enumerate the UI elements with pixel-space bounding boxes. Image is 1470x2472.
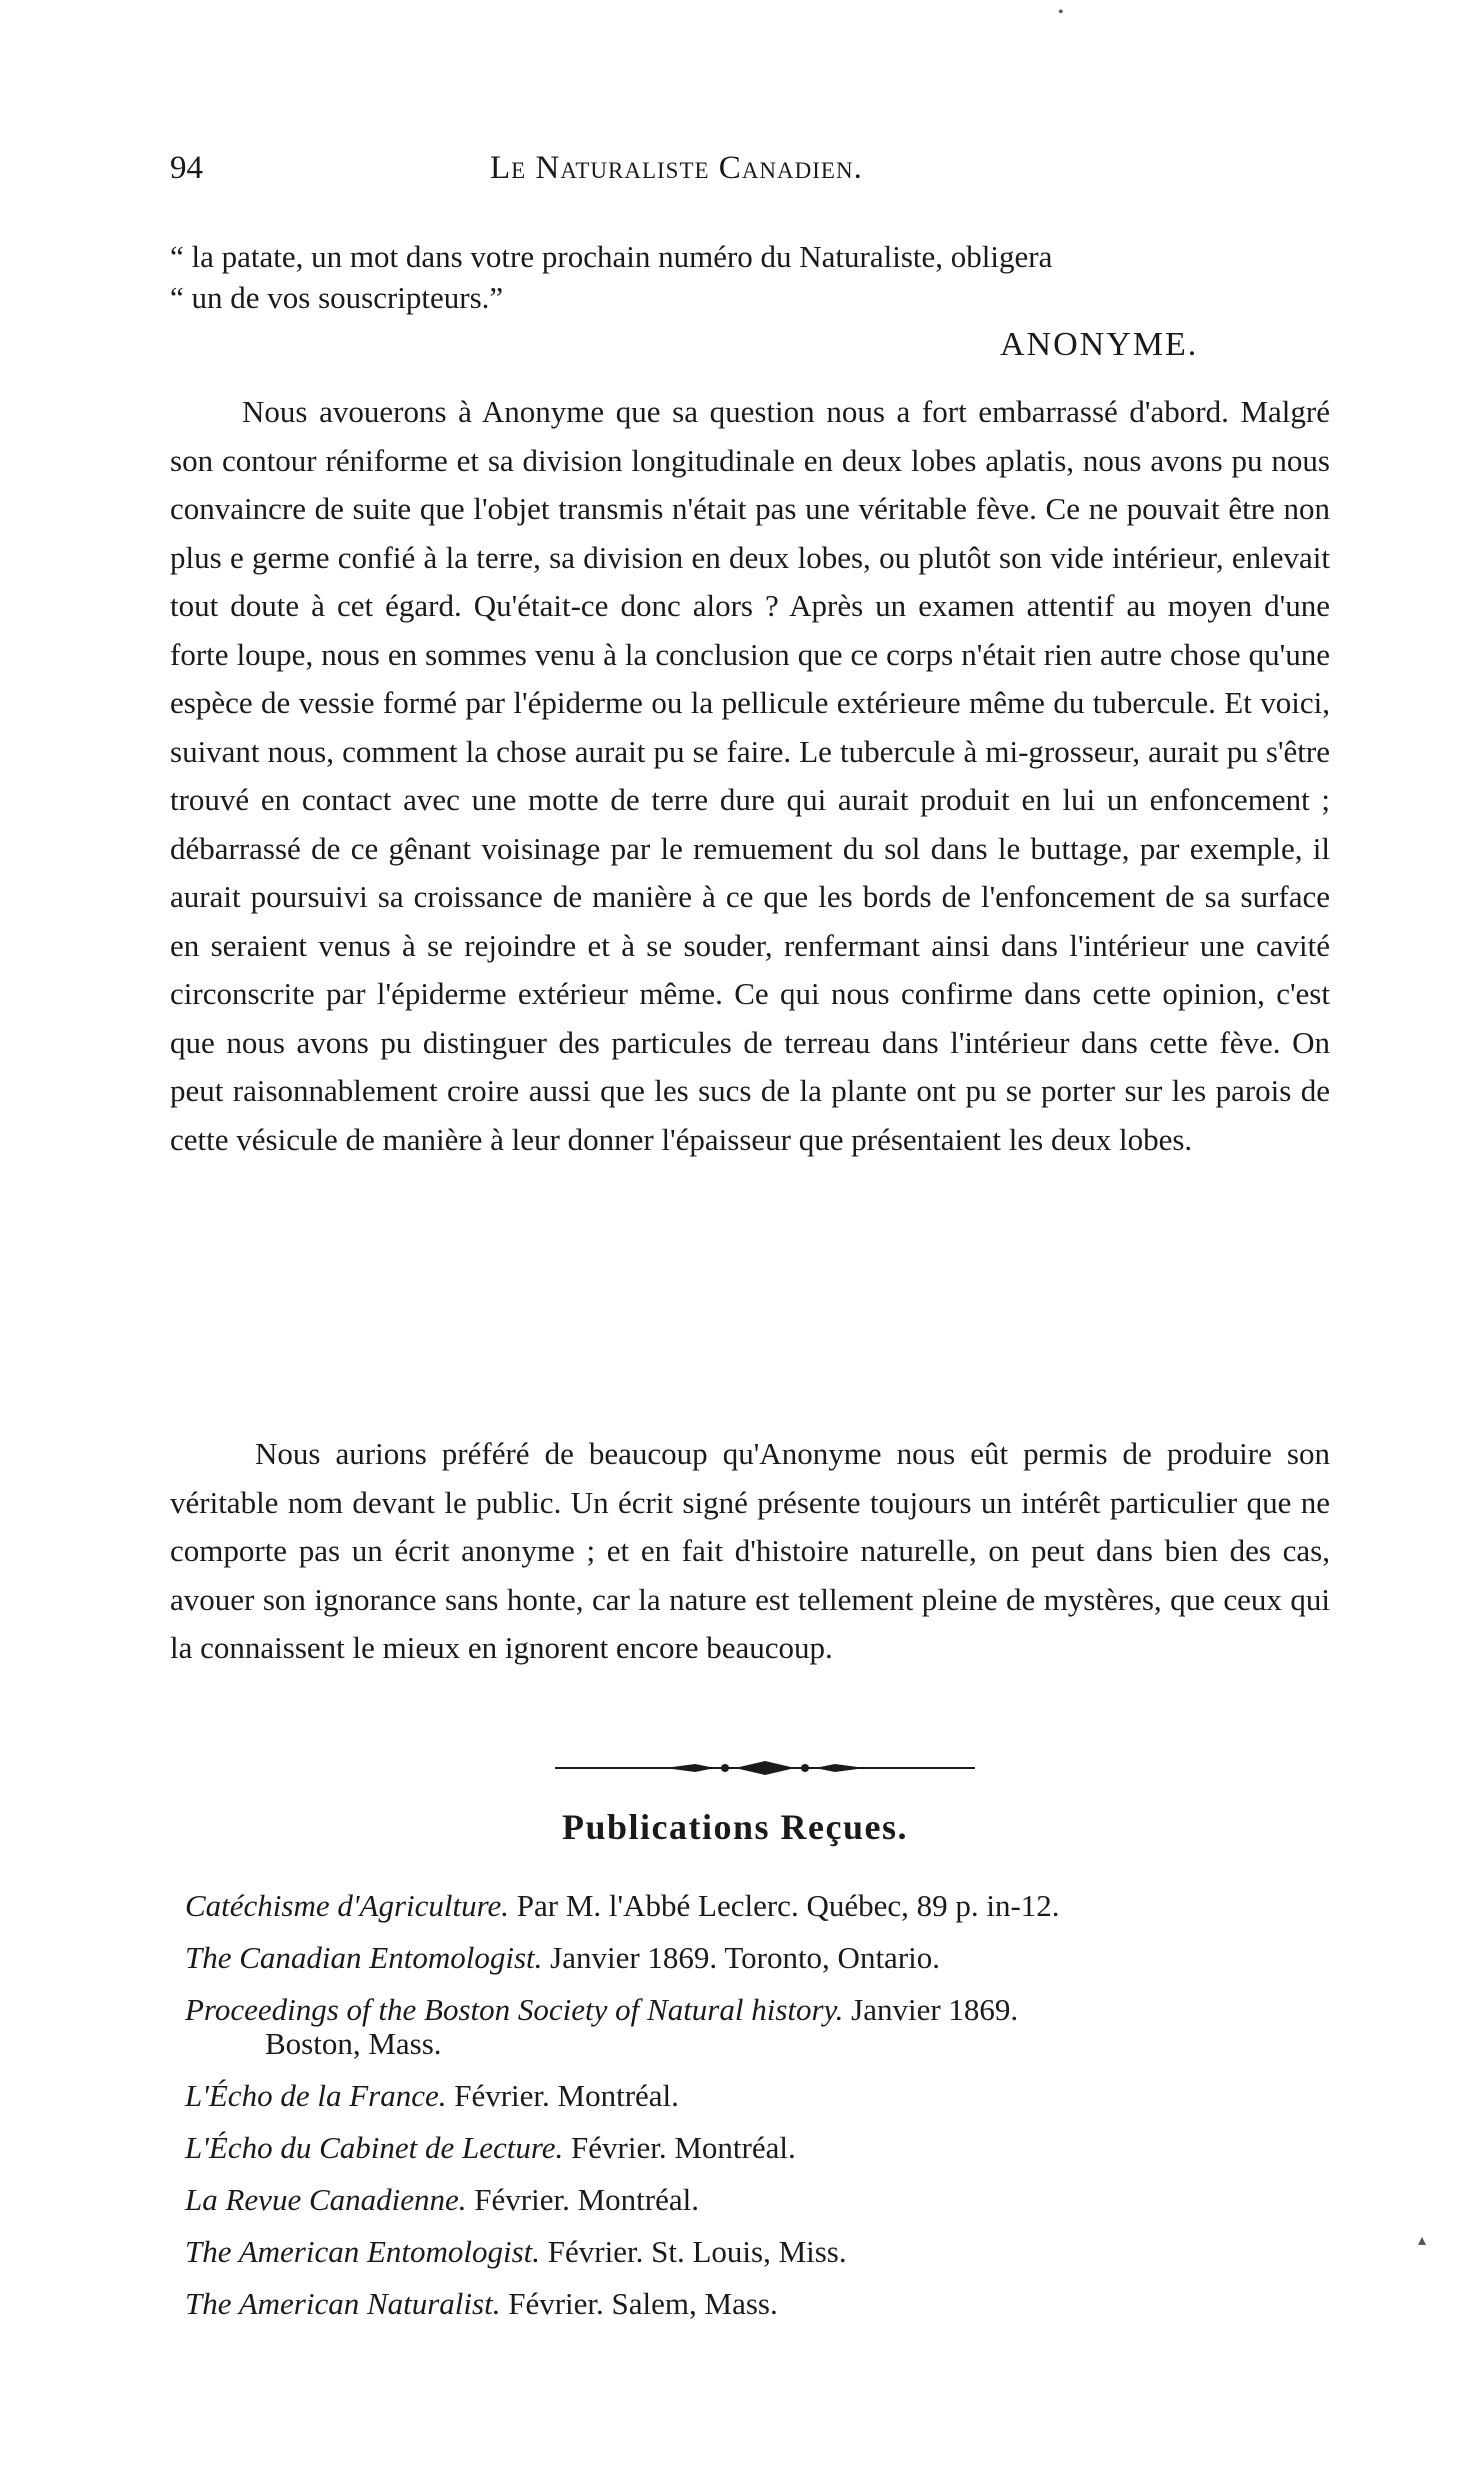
- publication-continuation: Boston, Mass.: [265, 2026, 442, 2061]
- publication-title: The American Naturalist.: [185, 2286, 501, 2321]
- running-title: Le Naturaliste Canadien.: [490, 150, 863, 186]
- ornamental-separator: [555, 1758, 975, 1778]
- publication-title: Proceedings of the Boston Society of Natural history.: [185, 1992, 844, 2027]
- publication-details: Février. Montréal.: [571, 2130, 796, 2165]
- publication-title: The Canadian Entomologist.: [185, 1940, 543, 1975]
- scan-mark: •: [1058, 4, 1064, 21]
- publication-title: Catéchisme d'Agriculture.: [185, 1888, 510, 1923]
- letter-signature: ANONYME.: [1000, 326, 1199, 363]
- publication-title: La Revue Canadienne.: [185, 2182, 467, 2217]
- publication-entry: [185, 2278, 1345, 2330]
- paragraph-remark: Nous aurions préféré de beaucoup qu'Anonyme nous eût permis de produire son véritable nom devant le public. Un écrit signé présente toujours un intérêt particulier que ne comporte pas un écrit anonyme ; et en fait d'histoire naturelle, on peut dans bien des cas, avouer son ignorance sans honte, car la nature est tellement pleine de mystères, que ceux qui la connaissent le mieux en ignorent encore beaucoup.: [170, 1436, 1330, 1665]
- publication-title: The American Entomologist.: [185, 2234, 541, 2269]
- page-number: 94: [170, 150, 203, 186]
- letter-line: “ un de vos souscripteurs.”: [170, 280, 504, 315]
- publications-list: [185, 1880, 1345, 2330]
- letter-line: “ la patate, un mot dans votre prochain numéro du Naturaliste, obligera: [170, 239, 1053, 274]
- section-title: Publications Reçues.: [561, 1807, 908, 1847]
- publication-details: Février. Salem, Mass.: [508, 2286, 778, 2321]
- publication-entry: [185, 1932, 1345, 1984]
- publication-title: L'Écho de la France.: [185, 2078, 447, 2113]
- publication-entry: [185, 2122, 1345, 2174]
- publication-details: Février. St. Louis, Miss.: [547, 2234, 847, 2269]
- publication-details: Par M. l'Abbé Leclerc. Québec, 89 p. in-12.: [516, 1888, 1060, 1923]
- publication-entry: [185, 2174, 1345, 2226]
- publication-title: L'Écho du Cabinet de Lecture.: [185, 2130, 564, 2165]
- publication-entry: [185, 1984, 1345, 2062]
- publication-entry: [185, 1880, 1345, 1932]
- publication-details: Février. Montréal.: [474, 2182, 699, 2217]
- scan-mark: ▴: [1418, 2232, 1427, 2249]
- publication-details: Février. Montréal.: [454, 2078, 679, 2113]
- publication-entry: [185, 2226, 1345, 2278]
- page-header: [170, 150, 1330, 200]
- publication-entry: [185, 2070, 1345, 2122]
- letter-closing: [170, 236, 1330, 318]
- publication-details: Janvier 1869. Toronto, Ontario.: [550, 1940, 941, 1975]
- paragraph-answer: Nous avouerons à Anonyme que sa question nous a fort embarrassé d'abord. Malgré son contour réniforme et sa division longitudinale en deux lobes aplatis, nous avons pu nous convaincre de suite que l'objet transmis n'était pas une véritable fève. Ce ne pouvait être non plus e germe confié à la terre, sa division en deux lobes, ou plutôt son vide intérieur, enlevait tout doute à cet égard. Qu'était-ce donc alors ? Après un examen attentif au moyen d'une forte loupe, nous en sommes venu à la conclusion que ce corps n'était rien autre chose qu'une espèce de vessie formé par l'épiderme ou la pellicule extérieure même du tubercule. Et voici, suivant nous, comment la chose aurait pu se faire. Le tubercule à mi-grosseur, aurait pu s'être trouvé en contact avec une motte de terre dure qui aurait produit en lui un enfoncement ; débarrassé de ce gênant voisinage par le remuement du sol dans le buttage, par exemple, il aurait poursuivi sa croissance de manière à ce que les bords de l'enfoncement de sa surface en seraient venus à se rejoindre et à se souder, renfermant ainsi dans l'intérieur une cavité circonscrite par l'épiderme extérieur même. Ce qui nous confirme dans cette opinion, c'est que nous avons pu distinguer des particules de terreau dans l'intérieur dans cette fève. On peut raisonnablement croire aussi que les sucs de la plante ont pu se porter sur les parois de cette vésicule de manière à leur donner l'épaisseur que présentaient les deux lobes.: [170, 394, 1330, 1157]
- publication-details: Janvier 1869.: [851, 1992, 1019, 2027]
